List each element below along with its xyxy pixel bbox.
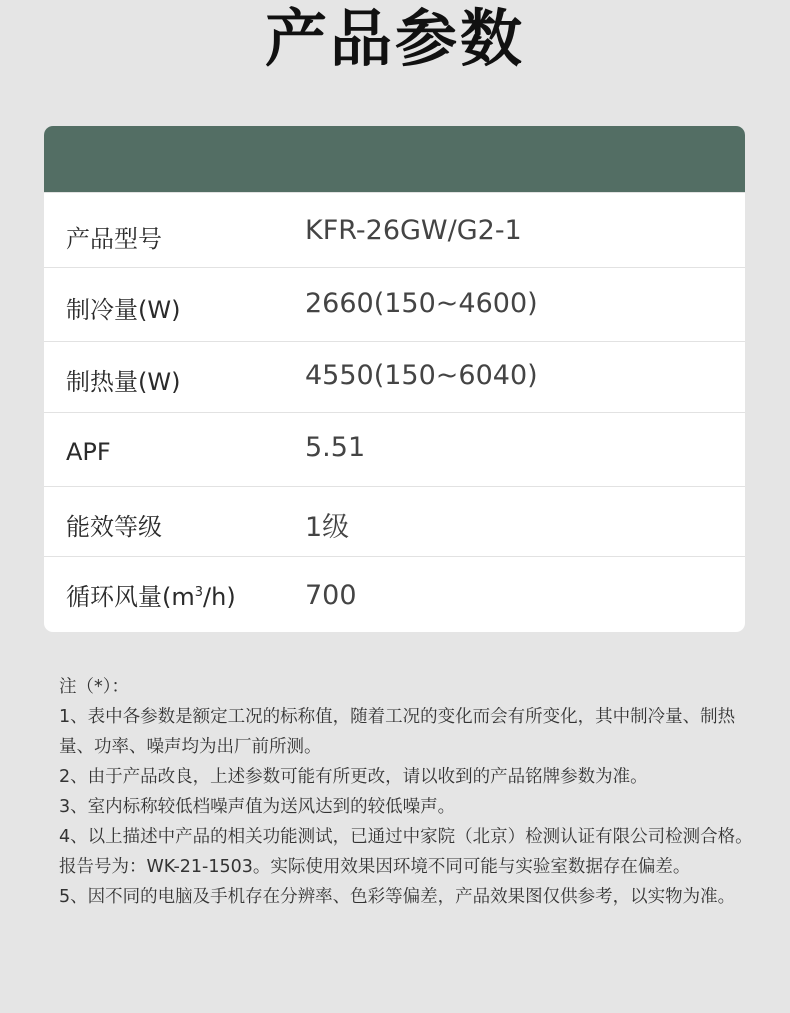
note-line: 2、由于产品改良，上述参数可能有所更改，请以收到的产品铭牌参数为准。: [59, 767, 648, 787]
note-line: 3、室内标称较低档噪声值为送风达到的较低噪声。: [59, 797, 456, 817]
spec-value-airflow: 700: [305, 580, 357, 611]
spec-label-cooling: 制冷量(W): [66, 296, 181, 324]
notes-heading: 注（*）：: [59, 677, 129, 697]
spec-row-cooling: [44, 267, 745, 341]
note-line: 1、表中各参数是额定工况的标称值，随着工况的变化而会有所变化，其中制冷量、制热: [59, 707, 736, 727]
spec-value-efficiency-grade: 1级: [305, 512, 350, 543]
spec-label-airflow-superscript: 3: [194, 585, 204, 600]
note-line: 4、以上描述中产品的相关功能测试，已通过中家院（北京）检测认证有限公司检测合格。: [59, 827, 753, 847]
spec-value-heating: 4550(150~6040): [305, 360, 538, 391]
spec-table-header: [44, 126, 745, 192]
spec-value-apf: 5.51: [305, 432, 366, 463]
spec-row-heating: [44, 341, 745, 412]
spec-value-cooling: 2660(150~4600): [305, 288, 538, 319]
spec-label-heating: 制热量(W): [66, 368, 181, 396]
spec-value-model: KFR-26GW/G2-1: [305, 215, 522, 246]
spec-row-apf: [44, 412, 745, 486]
note-line: 5、因不同的电脑及手机存在分辨率、色彩等偏差，产品效果图仅供参考，以实物为准。: [59, 887, 736, 907]
notes: [59, 672, 759, 912]
spec-label-airflow: [66, 577, 236, 612]
note-line: 量、功率、噪声均为出厂前所测。: [59, 737, 322, 757]
spec-label-efficiency-grade: 能效等级: [66, 513, 162, 541]
page-title: 产品参数: [264, 2, 525, 75]
spec-table: [44, 126, 745, 632]
spec-label-airflow-tail: /h): [203, 583, 236, 611]
note-line: 报告号为：WK-21-1503。实际使用效果因环境不同可能与实验室数据存在偏差。: [59, 857, 691, 877]
spec-label-model: 产品型号: [66, 225, 162, 253]
spec-label-airflow-main: 循环风量(m: [66, 583, 195, 611]
spec-row-efficiency-grade: [44, 486, 745, 556]
spec-row-airflow: [44, 556, 745, 632]
spec-row-model: [44, 192, 745, 267]
spec-label-apf: APF: [66, 438, 111, 466]
